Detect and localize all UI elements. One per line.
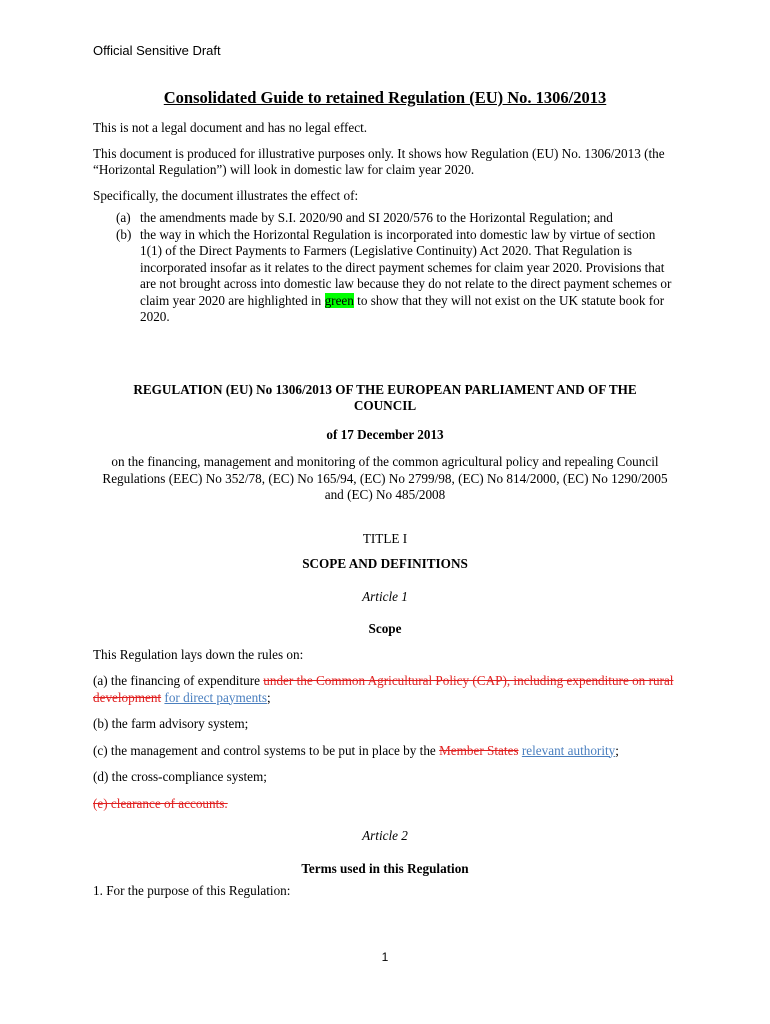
inserted-text: for direct payments	[164, 689, 267, 705]
document-body	[93, 88, 677, 909]
deleted-text: under the Common Agricultural Policy (CAP), including expenditure on rural development	[93, 673, 674, 705]
list-item-label: (a)	[116, 210, 131, 225]
disclaimer-paragraph: This is not a legal document and has no legal effect.	[93, 120, 368, 135]
point-a-text: (a) the financing of expenditure	[93, 673, 264, 688]
list-item	[93, 210, 677, 227]
regulation-heading: REGULATION (EU) No 1306/2013 OF THE EUROPEAN PARLIAMENT AND OF THE COUNCIL	[133, 381, 637, 413]
list-item-label: (b)	[116, 226, 132, 242]
header-note: Official Sensitive Draft	[93, 43, 221, 58]
deleted-text: (e) clearance of accounts.	[93, 795, 228, 811]
document-title: Consolidated Guide to retained Regulation (EU) No. 1306/2013	[163, 88, 607, 107]
article-2-name: Terms used in this Regulation	[301, 860, 469, 876]
list-item-text: the amendments made by S.I. 2020/90 and SI 2020/576 to the Horizontal Regulation; and	[140, 210, 613, 225]
list-item-text-end: to show that they will not exist on the UK statute book for 2020.	[140, 292, 665, 324]
point-a	[93, 673, 677, 706]
deleted-text: Member States	[439, 742, 519, 758]
effects-list	[93, 210, 677, 326]
point-e	[93, 796, 677, 813]
article-1-intro: This Regulation lays down the rules on:	[93, 646, 304, 662]
inserted-text: relevant authority	[521, 742, 616, 758]
specifically-paragraph: Specifically, the document illustrates the effect of:	[93, 187, 359, 203]
article-1-number: Article 1	[362, 588, 408, 604]
point-a-end: ;	[266, 689, 271, 705]
regulation-subject: on the financing, management and monitoring of the common agricultural policy and repealing Council Regulations (EEC) No 352/78, (EC) No 165/94, (EC) No 2799/98, (EC) No 814/2000, (EC) No 1290/2005 and (EC) No 485/2008	[102, 454, 668, 502]
point-c-text: (c) the management and control systems to be put in place by the	[93, 742, 440, 758]
point-b: (b) the farm advisory system;	[93, 716, 249, 731]
point-c	[93, 743, 677, 760]
article-2-number: Article 2	[362, 828, 408, 843]
article-1-name: Scope	[368, 621, 402, 636]
regulation-date: of 17 December 2013	[326, 426, 444, 442]
title-name: SCOPE AND DEFINITIONS	[302, 556, 468, 571]
green-highlight: green	[324, 292, 354, 308]
title-number: TITLE I	[362, 530, 408, 546]
point-d: (d) the cross-compliance system;	[93, 769, 267, 784]
point-c-end: ;	[615, 742, 619, 758]
list-item	[93, 227, 677, 326]
article-2-paragraph-1: 1. For the purpose of this Regulation:	[93, 883, 291, 898]
list-item-text: the way in which the Horizontal Regulation is incorporated into domestic law by virtue of section 1(1) of the Direct Payments to Farmers (Legislative Continuity) Act 2020. That Regulation is incorporated insofar as it relates to the direct payment schemes for claim year 2020. Provisions that are not brought across into domestic law because they do not relate to the direct payment schemes or claim year 2020 are highlighted in	[140, 226, 672, 308]
page-number: 1	[381, 950, 389, 964]
purpose-paragraph: This document is produced for illustrative purposes only. It shows how Regulation (EU) No. 1306/2013 (the “Horizontal Regulation”) will look in domestic law for claim year 2020.	[93, 145, 665, 177]
